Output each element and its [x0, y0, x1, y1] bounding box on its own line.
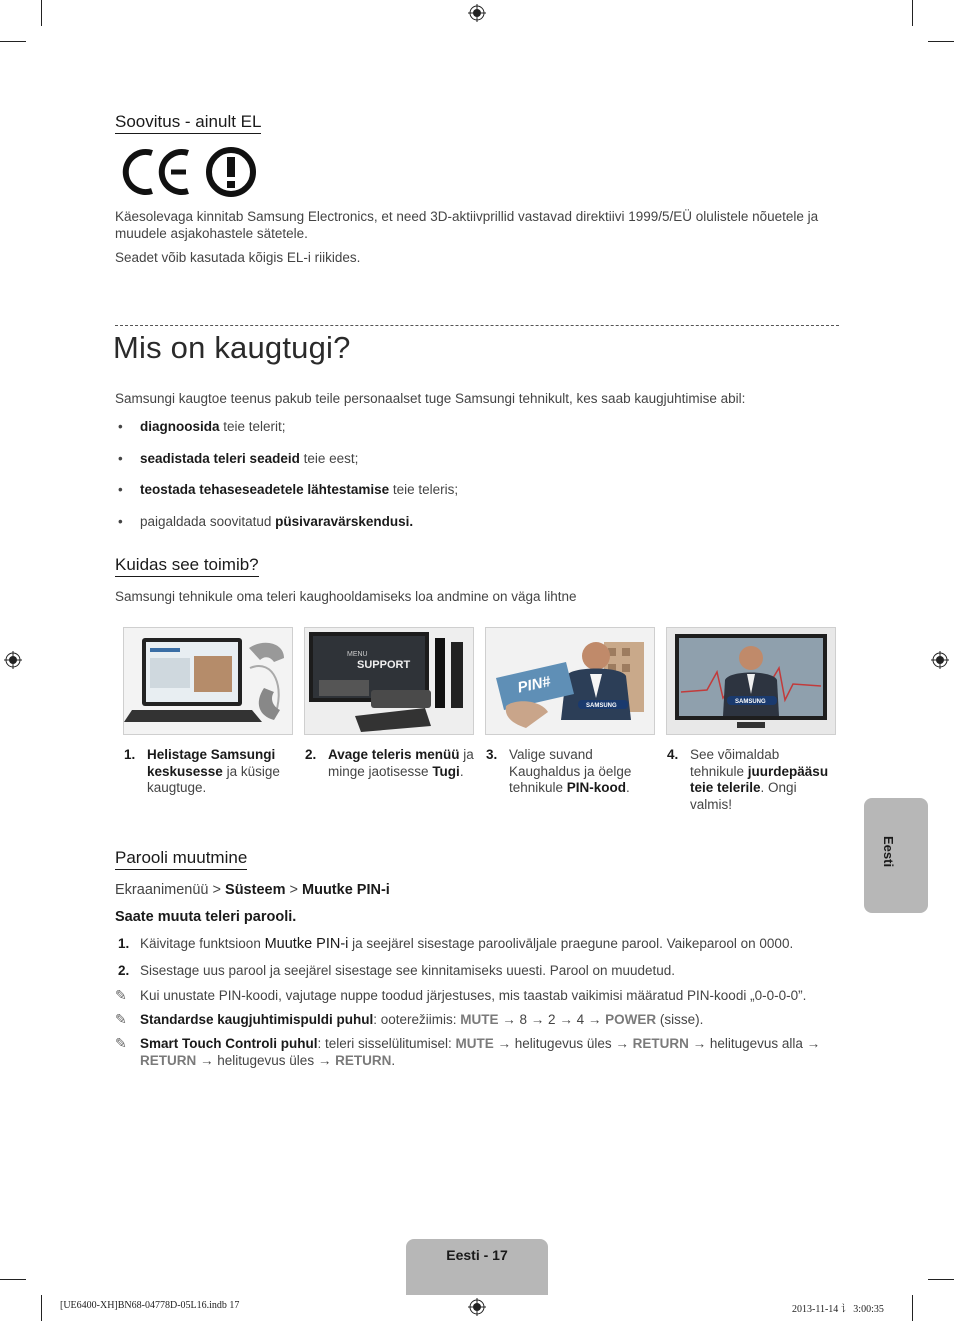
list-item: 2. Sisestage uus parool ja seejärel sisestage see kinnitamiseks uuesti. Parool on muudetud. [118, 963, 676, 978]
step-image-access [666, 627, 836, 735]
menu-label: MENU [347, 651, 368, 658]
registration-mark-icon [4, 651, 22, 669]
section-divider [115, 325, 839, 326]
page-number: Eesti - 17 [446, 1247, 508, 1263]
pin-label: PIN# [515, 673, 553, 697]
menu-path: Ekraanimenüü > Süsteem > Muutke PIN-i [115, 882, 390, 898]
crop-mark [912, 0, 913, 26]
language-label: Eesti [881, 836, 896, 868]
brand-label: SAMSUNG [735, 699, 766, 705]
brand-label: SAMSUNG [586, 703, 617, 709]
note-pencil-icon: ✎ [115, 987, 127, 1003]
support-label: SUPPORT [357, 659, 411, 671]
section-heading-how-it-works: Kuidas see toimib? [115, 555, 259, 577]
crop-mark [41, 1295, 42, 1321]
step-3: 3. Valige suvand Kaughaldus ja öelge tehnikule PIN-kood. [486, 747, 632, 795]
step-2: 2. Avage teleris menüü ja minge jaotisesse Tugi. [305, 747, 474, 779]
change-password-subhead: Saate muuta teleri parooli. [115, 909, 297, 925]
registration-mark-icon [931, 651, 949, 669]
step-image-menu [304, 627, 474, 735]
crop-mark [928, 1279, 954, 1280]
crop-mark [0, 41, 26, 42]
note-smart-touch: ✎ Smart Touch Controli puhul: teleri sisselülitumisel: MUTE → helitugevus üles → RETURN → helitugevus alla → RETURN → helitugevus üles → RETURN. [115, 1035, 821, 1068]
list-item: • diagnoosida teie telerit; [118, 419, 286, 434]
registration-mark-icon [468, 4, 486, 22]
crop-mark [41, 0, 42, 26]
step-image-pin [485, 627, 655, 735]
list-item: 1. Käivitage funktsioon Muutke PIN-i ja seejärel sisestage paroolivāljale praegune parool. Vaikeparool on 0000. [118, 936, 794, 952]
step-image-call [123, 627, 293, 735]
how-it-works-intro: Samsungi tehnikule oma teleri kaughooldamiseks loa andmine on väga lihtne [115, 589, 577, 604]
section-heading-recommendation: Soovitus - ainult EL [115, 112, 261, 134]
note-forgot-pin: ✎ Kui unustate PIN-koodi, vajutage nuppe toodud järjestuses, mis taastab vaikimisi määratud PIN-koodi „0-0-0-0”. [115, 987, 807, 1003]
list-item: • seadistada teleri seadeid teie eest; [118, 451, 359, 466]
crop-mark [928, 41, 954, 42]
language-side-tab [864, 798, 928, 913]
list-item: • paigaldada soovitatud püsivaravärskendusi. [118, 514, 414, 529]
section-heading-change-password: Parooli muutmine [115, 848, 247, 870]
compliance-paragraph: Käesolevaga kinnitab Samsung Electronics, et need 3D-aktiivprillid vastavad direktiivi 1999/5/EÜ olulistele nõuetele ja muudele asjakohastele sätetele. [115, 209, 819, 241]
registration-mark-icon [468, 1298, 486, 1316]
ce-mark-icon [114, 147, 259, 197]
remote-support-intro: Samsungi kaugtoe teenus pakub teile personaalset tuge Samsungi tehnikult, kes saab kaugjuhtimise abil: [115, 391, 746, 406]
note-pencil-icon: ✎ [115, 1035, 127, 1051]
footer-filename: [UE6400-XH]BN68-04778D-05L16.indb 17 [60, 1300, 240, 1311]
note-pencil-icon: ✎ [115, 1011, 127, 1027]
eu-usage-paragraph: Seadet võib kasutada kõigis EL-i riikides. [115, 250, 361, 265]
list-item: • teostada tehaseseadetele lähtestamise teie teleris; [118, 482, 459, 497]
note-standard-remote: ✎ Standardse kaugjuhtimispuldi puhul: ooterežiimis: MUTE → 8 → 2 → 4 → POWER (sisse). [115, 1011, 704, 1027]
crop-mark [912, 1295, 913, 1321]
footer-timestamp: 2013-11-14 讠 3:00:35 [792, 1304, 884, 1315]
page-number-tab [406, 1239, 548, 1295]
page-title: Mis on kaugtugi? [113, 330, 351, 365]
step-1: 1. Helistage Samsungi keskusesse ja küsige kaugtuge. [124, 747, 280, 795]
step-4: 4. See võimaldab tehnikule juurdepääsu teie telerile. Ongi valmis! [667, 747, 829, 812]
crop-mark [0, 1279, 26, 1280]
